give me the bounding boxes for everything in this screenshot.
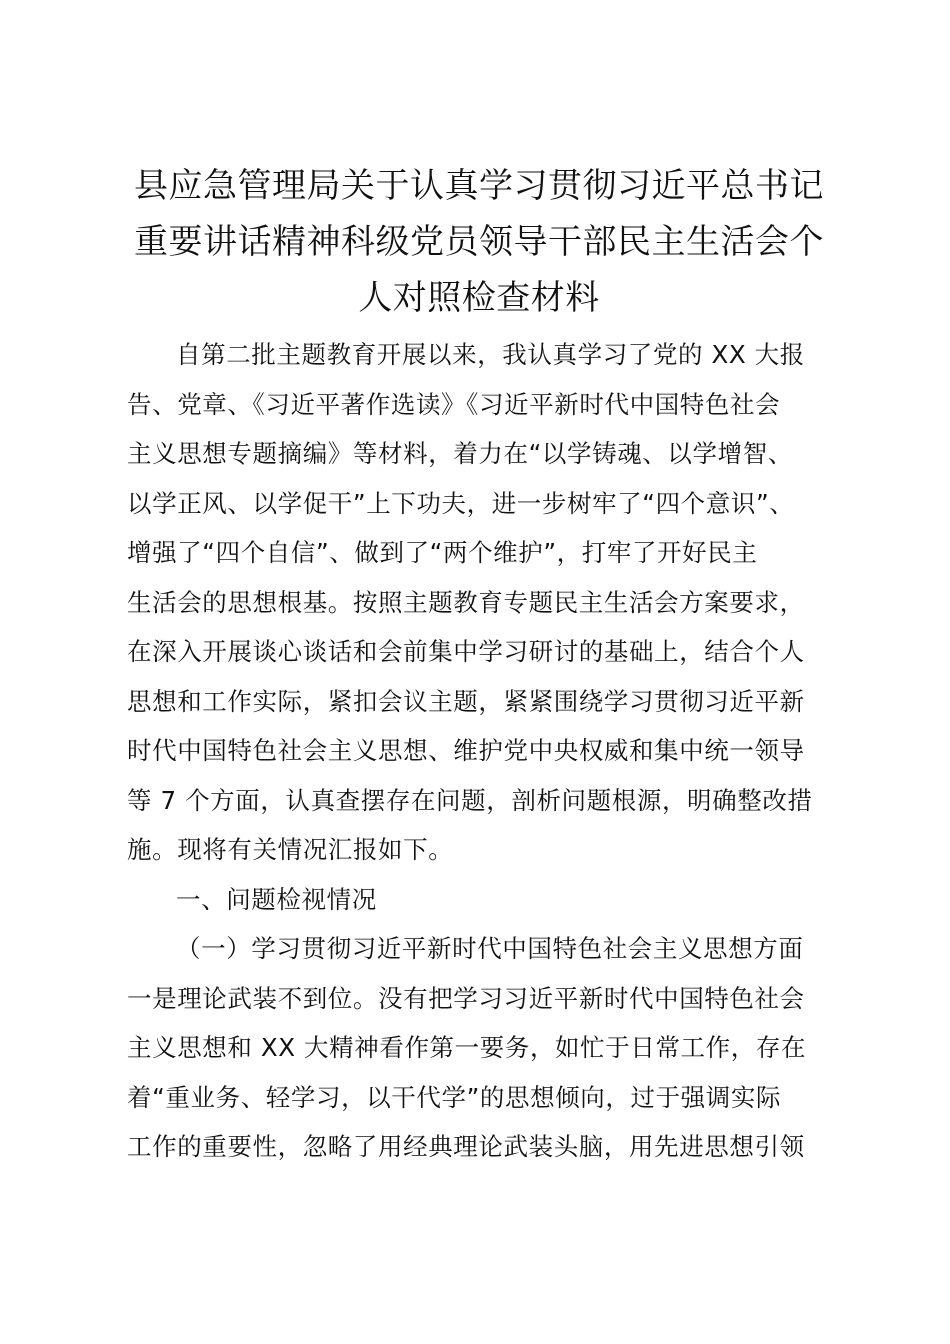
body-line: 时代中国特色社会主义思想、维护党中央权威和集中统一领导 (127, 736, 805, 765)
title-line: 重要讲话精神科级党员领导干部民主生活会个 (134, 222, 824, 262)
section-heading: 一、问题检视情况 (176, 885, 377, 914)
body-line: 告、党章、《习近平著作选读》《习近平新时代中国特色社会 (127, 390, 781, 419)
body-line: 以学正风、以学促干”上下功夫，进一步树牢了“四个意识”、 (127, 489, 795, 518)
body-line: 自第二批主题教育开展以来，我认真学习了党的 XX 大报 (176, 340, 805, 369)
title-line: 县应急管理局关于认真学习贯彻习近平总书记 (134, 166, 824, 206)
body-line: 主义思想和 XX 大精神看作第一要务，如忙于日常工作，存在 (127, 1033, 807, 1062)
body-line: 思想和工作实际，紧扣会议主题，紧紧围绕学习贯彻习近平新 (127, 687, 805, 716)
subsection-heading: （一）学习贯彻习近平新时代中国特色社会主义思想方面 (176, 934, 804, 963)
body-line: 一是理论武装不到位。没有把学习习近平新时代中国特色社会 (127, 984, 805, 1013)
title-line: 人对照检查材料 (358, 278, 600, 318)
body-line: 等 7 个方面，认真查摆存在问题，剖析问题根源，明确整改措 (127, 786, 813, 815)
body-line: 工作的重要性，忽略了用经典理论武装头脑，用先进思想引领 (127, 1132, 805, 1161)
body-line: 主义思想专题摘编》等材料，着力在“以学铸魂、以学增智、 (127, 439, 793, 468)
body-line: 着“重业务、轻学习，以干代学”的思想倾向，过于强调实际 (127, 1083, 782, 1112)
document-title (120, 158, 838, 326)
body-line: 增强了“四个自信”、做到了“两个维护”，打牢了开好民主 (127, 538, 758, 567)
body-line: 施。现将有关情况汇报如下。 (127, 835, 454, 864)
body-line: 在深入开展谈心谈话和会前集中学习研讨的基础上，结合个人 (127, 637, 805, 666)
body-line: 生活会的思想根基。按照主题教育专题民主生活会方案要求， (127, 588, 805, 617)
